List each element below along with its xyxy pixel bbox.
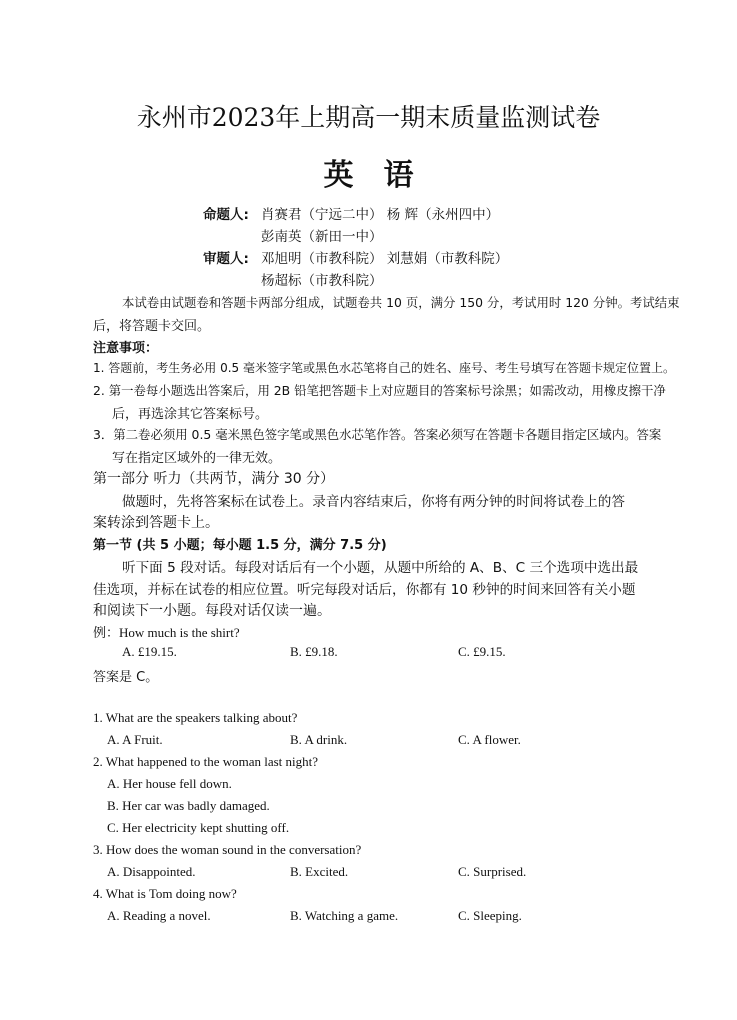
intro-line-1: 本试卷由试题卷和答题卡两部分组成，试题卷共 10 页，满分 150 分，考试用时 120 分钟。考试结束 (122, 295, 680, 310)
question-2-option-c: C. Her electricity kept shutting off. (107, 820, 290, 835)
proposer-names-2: 彭南英（新田一中） (261, 229, 383, 245)
exam-title: 永州市2023年上期高一期末质量监测试卷 (136, 103, 601, 132)
question-3-option-b: B. Excited. (290, 864, 349, 879)
reviewer-label: 审题人: (203, 251, 249, 267)
question-3: 3. How does the woman sound in the conversation? (93, 842, 362, 857)
question-4-option-a: A. Reading a novel. (107, 908, 211, 923)
question-2-option-b: B. Her car was badly damaged. (107, 798, 270, 813)
section-one-desc-3: 和阅读下一小题。每段对话仅读一遍。 (93, 603, 331, 619)
notes-item-3-line-2: 写在指定区域外的一律无效。 (112, 451, 282, 466)
question-1: 1. What are the speakers talking about? (93, 710, 298, 725)
notes-item-1: 1. 答题前，考生务必用 0.5 毫米签字笔或黑色水芯笔将自己的姓名、座号、考生号填写在答题卡规定位置上。 (93, 361, 675, 375)
part-one-heading: 第一部分 听力（共两节，满分 30 分） (93, 471, 335, 487)
example-option-a: A. £19.15. (122, 644, 177, 659)
question-4-option-c: C. Sleeping. (458, 908, 522, 923)
example-question: 例：How much is the shirt? (93, 625, 240, 640)
section-one-desc-1: 听下面 5 段对话。每段对话后有一个小题，从题中所给的 A、B、C 三个选项中选出最 (122, 560, 639, 576)
reviewer-names-1: 邓旭明（市教科院） 刘慧娟（市教科院） (261, 251, 509, 267)
question-1-option-a: A. A Fruit. (107, 732, 163, 747)
subject-title: 英语 (323, 158, 444, 193)
question-2: 2. What happened to the woman last night? (93, 754, 319, 769)
question-4: 4. What is Tom doing now? (93, 886, 237, 901)
example-option-b: B. £9.18. (290, 644, 338, 659)
question-3-option-c: C. Surprised. (458, 864, 527, 879)
notes-heading: 注意事项： (93, 341, 159, 356)
question-1-option-c: C. A flower. (458, 732, 521, 747)
section-one-desc-2: 佳选项，并标在试卷的相应位置。听完每段对话后，你都有 10 秒钟的时间来回答有关小题 (93, 582, 636, 598)
proposer-label: 命题人: (203, 207, 249, 223)
question-1-option-b: B. A drink. (290, 732, 348, 747)
reviewer-row-1 (203, 247, 508, 267)
reviewer-names-2: 杨超标（市教科院） (261, 273, 383, 289)
notes-item-3-line-1: 3．第二卷必须用 0.5 毫米黑色签字笔或黑色水芯笔作答。答案必须写在答题卡各题目指定区域内。答案 (93, 427, 662, 442)
proposer-names-1: 肖赛君（宁远二中） 杨 辉（永州四中） (261, 207, 500, 223)
question-3-option-a: A. Disappointed. (107, 864, 196, 879)
example-option-c: C. £9.15. (458, 644, 506, 659)
proposer-row-1 (203, 203, 499, 223)
part-one-desc-1: 做题时，先将答案标在试卷上。录音内容结束后，你将有两分钟的时间将试卷上的答 (122, 494, 625, 510)
question-4-option-b: B. Watching a game. (290, 908, 399, 923)
example-answer: 答案是 C。 (93, 670, 159, 685)
part-one-desc-2: 案转涂到答题卡上。 (93, 515, 219, 531)
notes-item-2-line-1: 2. 第一卷每小题选出答案后，用 2B 铅笔把答题卡上对应题目的答案标号涂黑；如需改动，用橡皮擦干净 (93, 383, 666, 398)
notes-item-2-line-2: 后，再选涂其它答案标号。 (112, 407, 269, 422)
question-2-option-a: A. Her house fell down. (107, 776, 232, 791)
intro-line-2: 后，将答题卡交回。 (93, 319, 211, 334)
section-one-heading: 第一节 (共 5 小题；每小题 1.5 分，满分 7.5 分) (93, 538, 387, 553)
